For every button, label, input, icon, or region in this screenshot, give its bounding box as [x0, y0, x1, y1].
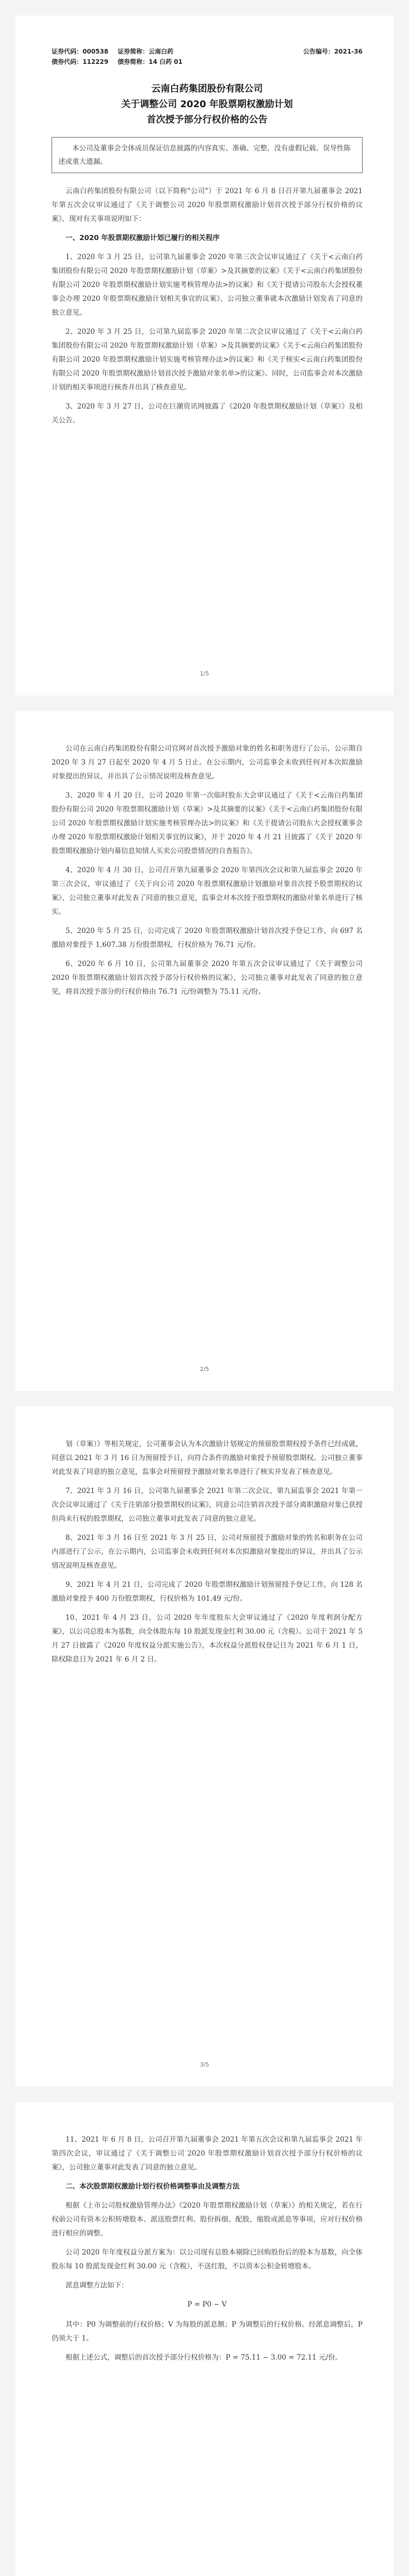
paragraph: 9、2021 年 4 月 21 日，公司完成了 2020 年股票期权激励计划预留授予登记工作，向 128 名激励对象授予 400 万份股票期权，行权价格为 101.49 元/份。: [52, 1581, 363, 1603]
document-header-bond: [52, 57, 363, 67]
stock-code: 证券代码：000538: [52, 48, 109, 55]
intro-paragraph: 云南白药集团股份有限公司（以下简称"公司"）于 2021 年 6 月 8 日召开第九届董事会 2021 年第五次会议审议通过了《关于调整公司 2020 年股票期权激励计划首次授予部分行权价格的议案》，现对有关事项说明如下：: [52, 187, 363, 223]
paragraph: 8、2021 年 3 月 16 日至 2021 年 3 月 25 日，公司对预留授予激励对象的姓名和职务在公司内部进行了公示，在公示期内，公司监事会未收到任何对本次拟激励对象提出的异议，并出具了公示情况说明及核查意见。: [52, 1534, 363, 1570]
title-company: 云南白药集团股份有限公司: [151, 83, 263, 94]
paragraph: 公司 2020 年年度权益分派方案为：以公司现有总股本剔除已回购股份后的股本为基数，向全体股东每 10 股派发现金红利 30.00 元（含税），不送红股，不以资本公积金转增股本。: [52, 2248, 363, 2270]
paragraph: 2、2020 年 3 月 25 日，公司第九届监事会 2020 年第二次会议审议通过了《关于<云南白药集团股份有限公司 2020 年股票期权激励计划（草案）>及其摘要的议案》《关于<云南白药集团股份有限公司 2020 年股票期权激励计划实施考核管理办法>的议案》和《关于核实<云南白药集团股份有限公司 2020 年股票期权激励计划首次授予激励对象名单>的议案》。同时，公司监事会对本次激励计划的相关事项进行核查并出具了核查意见。: [52, 328, 363, 392]
notice-number: 公告编号：2021-36: [303, 48, 363, 55]
document-page-2: [15, 711, 394, 1391]
paragraph: 6、2020 年 6 月 10 日，公司第九届董事会 2020 年第五次会议审议通过了《关于调整公司 2020 年股票期权激励计划首次授予部分行权价格的议案》，公司独立董事对此发表了同意的独立意见，将首次授予部分的行权价格由 76.71 元/份调整为 75.11 元/份。: [52, 960, 363, 996]
paragraph: 3、2020 年 4 月 20 日，公司 2020 年第一次临时股东大会审议通过了《关于<云南白药集团股份有限公司 2020 年股票期权激励计划（草案）>及其摘要的议案》《关于<云南白药集团股份有限公司 2020 年股票期权激励计划实施考核管理办法>的议案》和《关于提请公司股东大会授权董事会办理 2020 年股票期权激励计划相关事宜的议案》，并于 2020 年 4 月 21 日披露了《关于 2020 年股票期权激励计划内幕信息知情人买卖公司股票情况的自查报告》。: [52, 791, 363, 855]
paragraph: 5、2020 年 5 月 25 日，公司完成了 2020 年股票期权激励计划首次授予登记工作，向 697 名激励对象授予 1,607.38 万份股票期权，行权价格为 76.71 元/份。: [52, 927, 363, 949]
paragraph: 其中：P0 为调整前的行权价格；V 为每股的派息额；P 为调整后的行权价格。经派息调整后，P 仍须大于 1。: [52, 2320, 363, 2343]
page-number: 1/5: [200, 670, 209, 677]
paragraph: 3、2020 年 3 月 27 日，公司在巨潮资讯网披露了《2020 年股票期权激励计划（草案）》及相关公告。: [52, 402, 363, 425]
section-heading-2: 二、本次股票期权激励计划行权价格调整事由及调整方法: [66, 2182, 240, 2191]
paragraph: 11、2021 年 6 月 8 日，公司召开第九届董事会 2021 年第五次会议和第九届监事会 2021 年第四次会议，审议通过了《关于调整公司 2020 年股票期权激励计划首次授予部分行权价格的议案》，公司独立董事对此发表了同意的独立意见。: [52, 2136, 363, 2172]
paragraph: 根据《上市公司股权激励管理办法》《2020 年股票期权激励计划（草案）》的相关规定，若在行权前公司有资本公积转增股本、派送股票红利、股份拆细、配股、缩股或派息等事项，应对行权价格进行相应的调整。: [52, 2201, 363, 2238]
stock-abbr: 证券简称：云南白药: [118, 48, 174, 55]
document-page-3: [15, 1406, 394, 2087]
paragraph: 10、2021 年 4 月 23 日，公司 2020 年年度股东大会审议通过了《2020 年度利润分配方案》，以公司总股本为基数，向全体股东每 10 股派发现金红利 30.00 元（含税）。公司于 2021 年 5 月 27 日披露了《2020 年度权益分派实施公告》，本次权益分派股权登记日为 2021 年 6 月 1 日，除权除息日为 2021 年 6 月 2 日。: [52, 1614, 363, 1664]
disclosure-notice-box: 本公司及董事会全体成员保证信息披露的内容真实、准确、完整，没有虚假记载、误导性陈述或重大遗漏。: [52, 137, 363, 173]
title-line-3: 首次授予部分行权价格的公告: [146, 114, 268, 125]
bond-code: 债券代码：112229: [52, 58, 109, 65]
document-header: [52, 46, 363, 57]
paragraph: 1、2020 年 3 月 25 日，公司第九届董事会 2020 年第三次会议审议通过了《关于<云南白药集团股份有限公司 2020 年股票期权激励计划（草案）>及其摘要的议案》《关于<云南白药集团股份有限公司 2020 年股票期权激励计划实施考核管理办法>的议案》和《关于提请公司股东大会授权董事会办理 2020 年股票期权激励计划相关事宜的议案》，公司独立董事就本次激励计划发表了同意的独立意见。: [52, 253, 363, 317]
formula: P = P0 − V: [187, 2300, 227, 2309]
page-number: 2/5: [200, 1366, 209, 1372]
paragraph: 公司在云南白药集团股份有限公司官网对首次授予激励对象的姓名和职务进行了公示，公示期自 2020 年 3 月 27 日起至 2020 年 4 月 5 日止。在公示期内，公司监事会未收到任何对本次拟激励对象提出的异议，并出具了公示情况说明及核查意见。: [52, 744, 363, 781]
document-page-4: [15, 2102, 394, 2576]
paragraph: 划（草案）》等相关规定，公司董事会认为本次激励计划规定的预留股票期权授予条件已经成就，同意以 2021 年 3 月 16 日为预留授予日，向符合条件的激励对象授予预留股票期权。公司独立董事对此发表了同意的独立意见，监事会对预留授予激励对象名单进行了核实并发表了核查意见。: [52, 1440, 363, 1476]
page-number: 3/5: [200, 2061, 209, 2068]
document-title: [52, 81, 363, 128]
paragraph: 7、2021 年 3 月 16 日，公司第九届董事会 2021 年第二次会议、第九届监事会 2021 年第一次会议审议通过了《关于注销部分股票期权的议案》，同意公司注销首次授予部分离职激励对象已获授但尚未行权的股票期权，公司独立董事对此发表了同意的独立意见。: [52, 1487, 363, 1523]
bond-abbr: 债券简称：14 白药 01: [118, 58, 183, 65]
paragraph: 派息调整方法如下：: [66, 2281, 128, 2290]
paragraph: 根据上述公式，调整后的首次授予部分行权价格为：P = 75.11 − 3.00 = 72.11 元/份。: [66, 2353, 342, 2362]
document-page-1: [15, 15, 394, 696]
section-heading-1: 一、2020 年股票期权激励计划已履行的相关程序: [66, 234, 220, 242]
paragraph: 4、2020 年 4 月 30 日，公司召开第九届董事会 2020 年第四次会议和第九届监事会 2020 年第三次会议，审议通过了《关于向公司 2020 年股票期权激励计划激励对象首次授予股票期权的议案》，公司独立董事对此发表了同意的独立意见，监事会对本次授予股票期权的激励对象名单进行了核实。: [52, 866, 363, 916]
title-line-2: 关于调整公司 2020 年股票期权激励计划: [121, 99, 293, 110]
